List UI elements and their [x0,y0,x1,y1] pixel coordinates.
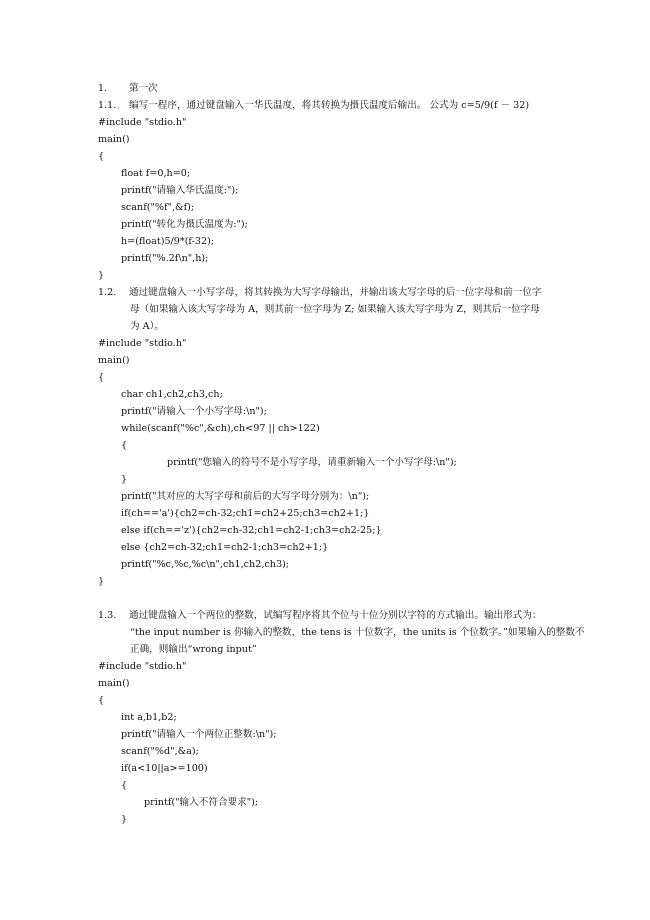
code-line: { [98,695,105,706]
section-title: 第一次 [129,83,158,94]
question-text-line: 正确，则输出“wrong input” [130,644,257,655]
code-line: printf("请输入一个两位正整数:\n"); [121,729,277,740]
question-text-line: 为 A）。 [130,321,164,332]
section-number: 1. [98,83,108,94]
question-number: 1.1. [98,100,117,111]
code-line: float f=0,h=0; [121,168,191,179]
code-line: } [98,270,105,281]
code-line: } [121,814,128,825]
code-line: main() [98,678,130,689]
code-line: { [98,151,105,162]
code-line: printf("请输入一个小写字母:\n"); [121,406,267,417]
question-1-3 [98,609,542,622]
code-line: #include "stdio.h" [98,117,187,128]
code-line: { [121,780,128,791]
code-line: printf("请输入华氏温度:"); [121,185,239,196]
code-line: printf("其对应的大写字母和前后的大写字母分别为：\n"); [121,491,370,502]
code-line: else {ch2=ch-32;ch1=ch2-1;ch3=ch2+1;} [121,542,329,553]
code-line: h=(float)5/9*(f-32); [121,236,215,247]
code-line: { [98,372,105,383]
question-text-line: 通过键盘输入一小写字母，将其转换为大写字母输出，并输出该大写字母的后一位字母和前一位字 [129,287,542,298]
question-text-line: “the input number is 你输入的整数，the tens is 十位数字，the units is 个位数字。”如果输入的整数不 [130,627,585,638]
code-line: printf("转化为摄氏温度为:"); [121,219,248,230]
code-line: else if(ch=='z'){ch2=ch-32;ch1=ch2-1;ch3=ch2-25;} [121,525,382,536]
code-line: main() [98,355,130,366]
code-line: printf("%.2f\n",h); [121,253,209,264]
code-line: printf("您输入的符号不是小写字母，请重新输入一个小写字母:\n"); [167,457,457,468]
code-line: if(ch=='a'){ch2=ch-32;ch1=ch2+25;ch3=ch2+1;} [121,508,370,519]
question-text-line: 母（如果输入该大写字母为 A，则其前一位字母为 Z; 如果输入该大写字母为 Z，则其后一位字母 [130,304,540,315]
question-number: 1.2. [98,287,117,298]
question-text: 编写一程序，通过键盘输入一华氏温度，将其转换为摄氏温度后输出。 公式为 c=5/9(f － 32) [129,100,530,111]
section-heading [98,82,158,95]
code-line: scanf("%f",&f); [121,202,195,213]
code-line: printf("%c,%c,%c\n",ch1,ch2,ch3); [121,559,290,570]
code-line: } [121,474,128,485]
code-line: { [121,440,128,451]
code-line: #include "stdio.h" [98,661,187,672]
code-line: if(a<10||a>=100) [121,763,208,774]
code-line: main() [98,134,130,145]
question-1-2 [98,286,542,299]
code-line: printf("输入不符合要求"); [144,797,259,808]
code-line: scanf("%d",&a); [121,746,199,757]
code-line: int a,b1,b2; [121,712,177,723]
code-line: } [98,576,105,587]
question-number: 1.3. [98,610,117,621]
code-line: char ch1,ch2,ch3,ch; [121,389,223,400]
code-line: while(scanf("%c",&ch),ch<97 || ch>122) [121,423,320,434]
code-line: #include "stdio.h" [98,338,187,349]
question-text-line: 通过键盘输入一个两位的整数，试编写程序将其个位与十位分别以字符的方式输出。输出形式为： [129,610,542,621]
question-1-1 [98,99,529,112]
